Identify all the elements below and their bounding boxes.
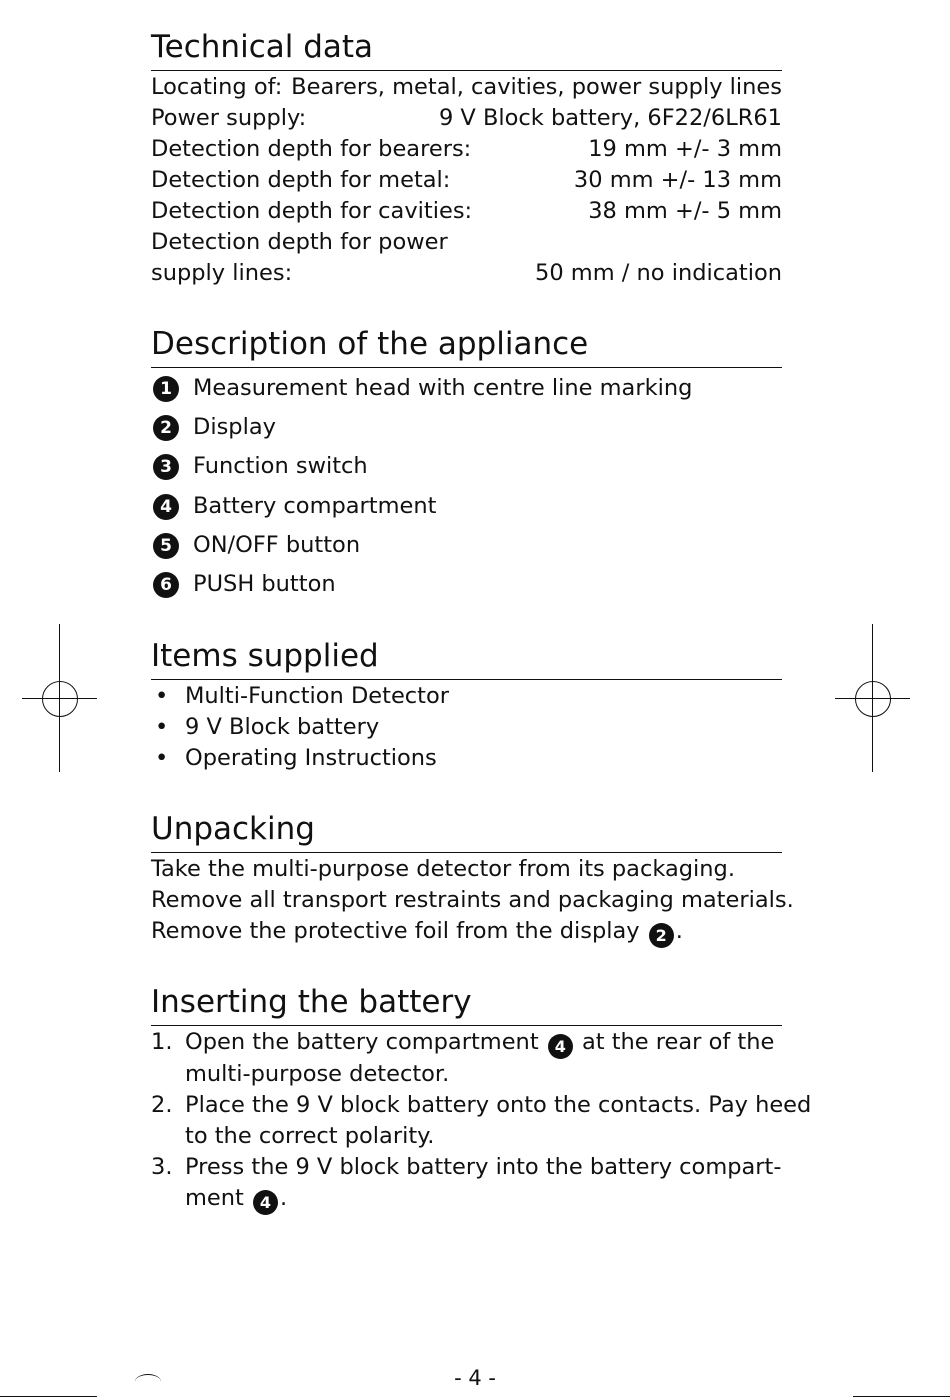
tech-row (151, 258, 782, 289)
step-text: Press the 9 V block battery into the battery compart- (185, 1154, 782, 1180)
page-number: - 4 - (454, 1366, 496, 1390)
step-number: 1. (151, 1029, 173, 1055)
tech-label: Locating of: (151, 74, 283, 100)
step-text-part: . (280, 1185, 288, 1211)
step-text-part: at the rear of the (574, 1029, 775, 1055)
step-text: to the correct polarity. (185, 1123, 435, 1149)
tech-value: 9 V Block battery, 6F22/6LR61 (438, 105, 782, 131)
number-badge: 2 (153, 415, 179, 441)
list-item-text: ON/OFF button (193, 531, 361, 558)
step-number: 3. (151, 1154, 173, 1180)
tech-label: Detection depth for bearers: (151, 136, 472, 162)
battery-heading: Inserting the battery (151, 983, 782, 1026)
crop-mark-bottom-right (853, 1396, 950, 1397)
technical-data-section (151, 28, 782, 289)
number-badge: 1 (153, 376, 179, 402)
tech-value: 50 mm / no indication (535, 260, 782, 286)
number-badge: 2 (649, 923, 674, 948)
items-supplied-heading: Items supplied (151, 637, 782, 680)
step-item (151, 1152, 782, 1215)
list-item-text: Operating Instructions (185, 745, 437, 771)
list-item-text: 9 V Block battery (185, 714, 380, 740)
tech-label: Detection depth for power (151, 229, 448, 255)
tech-row (151, 227, 782, 258)
description-heading: Description of the appliance (151, 325, 782, 368)
step-text: Place the 9 V block battery onto the contacts. Pay heed (185, 1092, 812, 1118)
list-item (151, 681, 782, 712)
technical-data-heading: Technical data (151, 28, 782, 71)
unpacking-heading: Unpacking (151, 810, 782, 853)
unpacking-text: Remove the protective foil from the display (151, 918, 647, 944)
bullet: • (155, 714, 169, 740)
battery-section (151, 983, 812, 1215)
unpacking-line (151, 916, 782, 948)
items-supplied-section (151, 637, 782, 774)
tech-row (151, 196, 782, 227)
crop-mark-bottom-left (0, 1396, 97, 1397)
step-text-part: ment (185, 1185, 251, 1211)
step-text-part: Open the battery compartment (185, 1029, 546, 1055)
unpacking-section (151, 810, 794, 948)
unpacking-line: Remove all transport restraints and packaging materials. (151, 887, 794, 913)
number-badge: 4 (253, 1190, 278, 1215)
description-section (151, 325, 782, 609)
bullet: • (155, 745, 169, 771)
step-item (151, 1090, 812, 1152)
unpacking-line: Take the multi-purpose detector from its packaging. (151, 856, 735, 882)
bullet: • (155, 683, 169, 709)
step-text (185, 1183, 782, 1215)
tech-label: supply lines: (151, 260, 293, 286)
list-item-text: PUSH button (193, 570, 336, 597)
unpacking-text-end: . (675, 918, 683, 944)
list-item-text: Function switch (193, 453, 368, 480)
number-badge: 5 (153, 533, 179, 559)
tech-label: Power supply: (151, 105, 307, 131)
list-item (151, 374, 782, 413)
tech-row (151, 72, 782, 103)
list-item (151, 743, 782, 774)
number-badge: 3 (153, 454, 179, 480)
tech-value: 30 mm +/- 13 mm (573, 167, 782, 193)
step-number: 2. (151, 1092, 173, 1118)
technical-data-table (151, 72, 782, 289)
number-badge: 6 (153, 572, 179, 598)
list-item (151, 531, 782, 570)
tech-row (151, 134, 782, 165)
list-item (151, 712, 782, 743)
list-item-text: Battery compartment (193, 492, 437, 519)
list-item (151, 570, 782, 609)
list-item-text: Measurement head with centre line marking (193, 375, 693, 401)
list-item (151, 492, 782, 531)
tech-row (151, 103, 782, 134)
tech-label: Detection depth for metal: (151, 167, 451, 193)
tech-value: Bearers, metal, cavities, power supply lines (291, 74, 782, 100)
step-text: multi-purpose detector. (185, 1061, 450, 1087)
number-badge: 4 (153, 494, 179, 520)
step-item (151, 1027, 782, 1090)
step-text (185, 1027, 782, 1059)
list-item (151, 413, 782, 452)
list-item-text: Display (193, 414, 276, 441)
tech-row (151, 165, 782, 196)
tech-value: 38 mm +/- 5 mm (588, 198, 782, 224)
list-item (151, 452, 782, 491)
tech-value: 19 mm +/- 3 mm (588, 136, 782, 162)
tech-label: Detection depth for cavities: (151, 198, 473, 224)
number-badge: 4 (548, 1034, 573, 1059)
list-item-text: Multi-Function Detector (185, 683, 450, 709)
